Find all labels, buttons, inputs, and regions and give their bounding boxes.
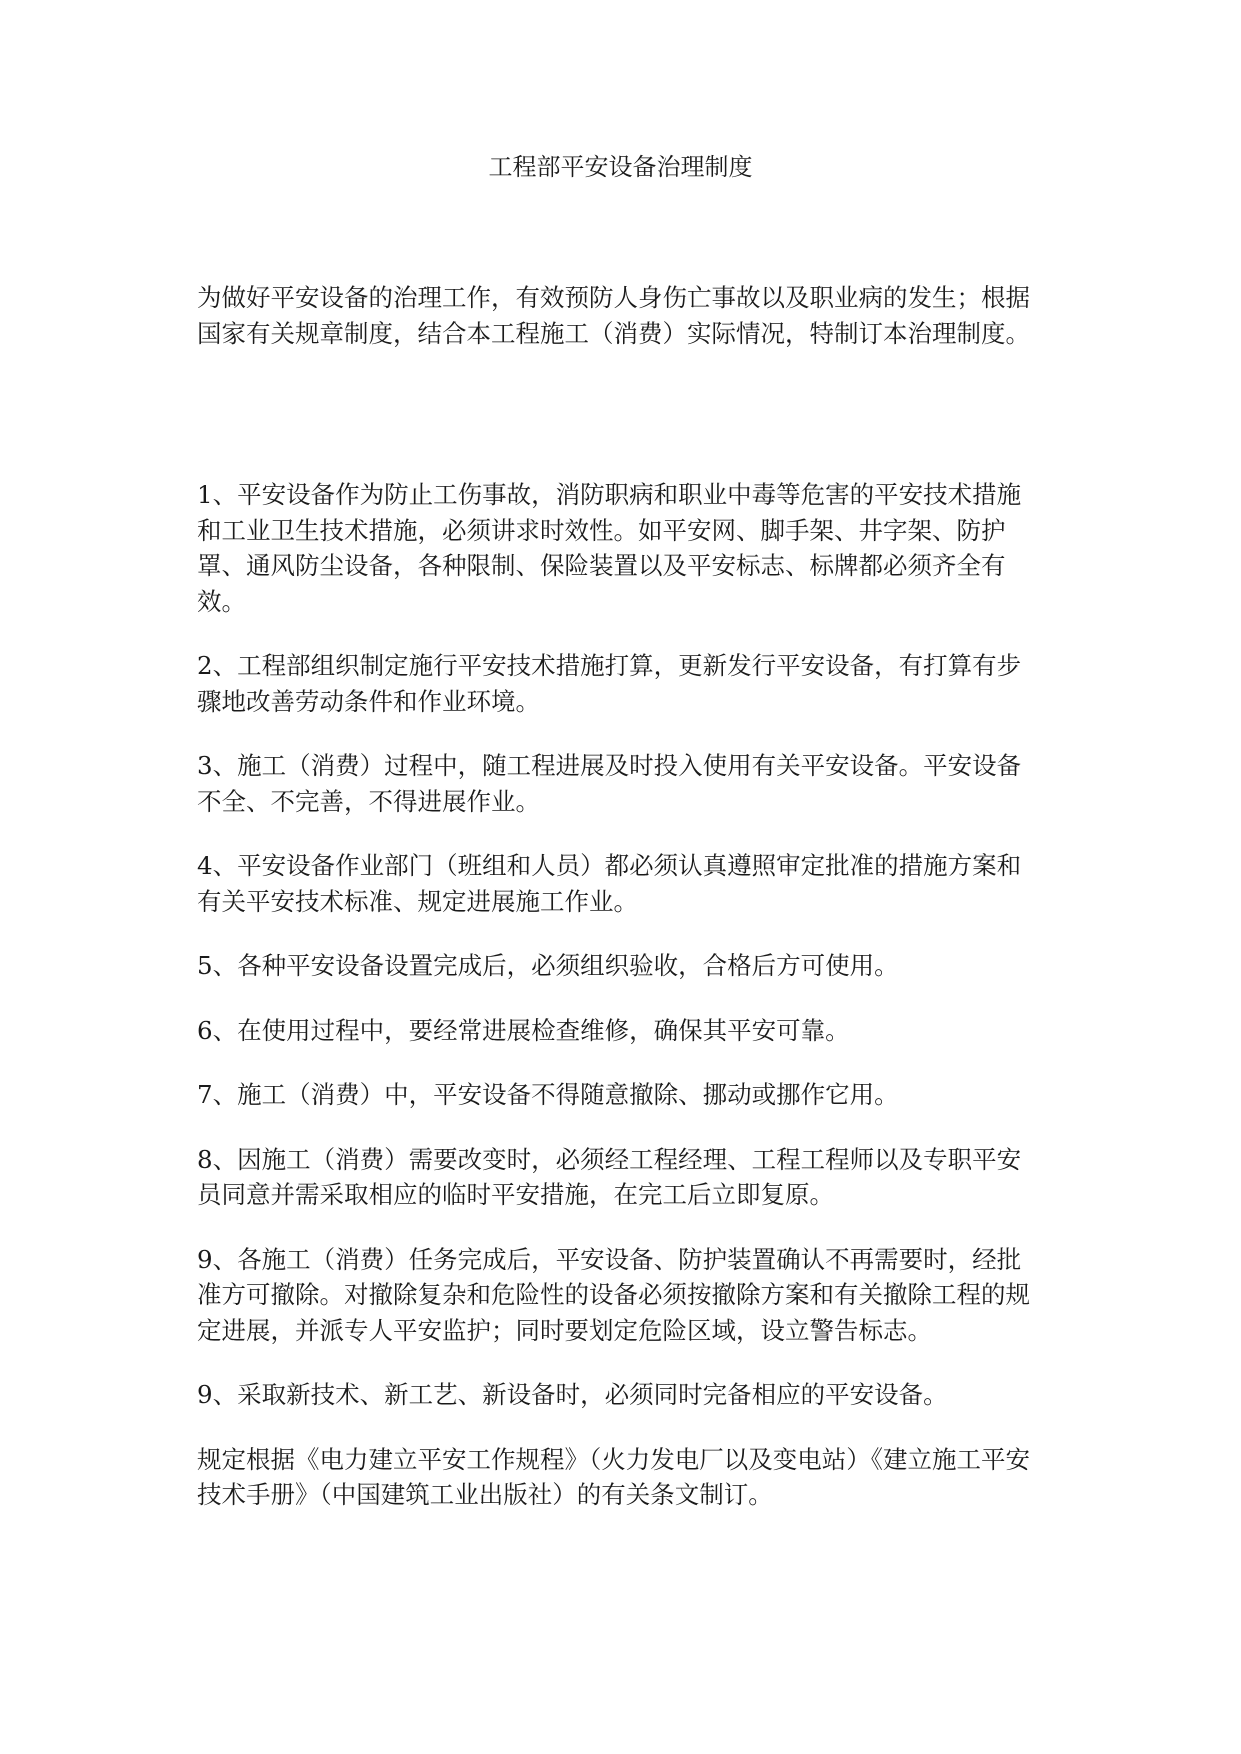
rule-paragraph-9: 9、各施工（消费）任务完成后，平安设备、防护装置确认不再需要时，经批准方可撤除。对撤除复杂和危险性的设备必须按撤除方案和有关撤除工程的规定进展，并派专人平安监护；同时要划定危险区域，设立警告标志。 (197, 1244, 1030, 1345)
intro-paragraph: 为做好平安设备的治理工作，有效预防人身伤亡事故以及职业病的发生；根据国家有关规章制度，结合本工程施工（消费）实际情况，特制订本治理制度。 (197, 283, 1030, 348)
rule-paragraph-3: 3、施工（消费）过程中，随工程进展及时投入使用有关平安设备。平安设备不全、不完善，不得进展作业。 (197, 751, 1022, 816)
rule-paragraph-8: 8、因施工（消费）需要改变时，必须经工程经理、工程工程师以及专职平安员同意并需采取相应的临时平安措施，在完工后立即复原。 (197, 1144, 1022, 1209)
rule-paragraph-7: 7、施工（消费）中，平安设备不得随意撤除、挪动或挪作它用。 (197, 1080, 899, 1109)
rule-paragraph-4: 4、平安设备作业部门（班组和人员）都必须认真遵照审定批准的措施方案和有关平安技术标准、规定进展施工作业。 (197, 851, 1022, 916)
intro-section (197, 280, 1045, 351)
rules-section (197, 477, 1045, 1542)
source-note-paragraph: 规定根据《电力建立平安工作规程》（火力发电厂以及变电站）《建立施工平安技术手册》（中国建筑工业出版社）的有关条文制订。 (197, 1444, 1030, 1509)
rule-paragraph-10: 9、采取新技术、新工艺、新设备时，必须同时完备相应的平安设备。 (197, 1380, 948, 1409)
rule-paragraph-5: 5、各种平安设备设置完成后，必须组织验收，合格后方可使用。 (197, 951, 899, 980)
document-title: 工程部平安设备治理制度 (488, 153, 753, 181)
rule-paragraph-1: 1、平安设备作为防止工伤事故，消防职病和职业中毒等危害的平安技术措施和工业卫生技术措施，必须讲求时效性。如平安网、脚手架、井字架、防护罩、通风防尘设备，各种限制、保险装置以及平安标志、标牌都必须齐全有效。 (197, 480, 1022, 616)
rule-paragraph-2: 2、工程部组织制定施行平安技术措施打算，更新发行平安设备，有打算有步骤地改善劳动条件和作业环境。 (197, 651, 1022, 716)
rule-paragraph-6: 6、在使用过程中，要经常进展检查维修，确保其平安可靠。 (197, 1015, 850, 1045)
